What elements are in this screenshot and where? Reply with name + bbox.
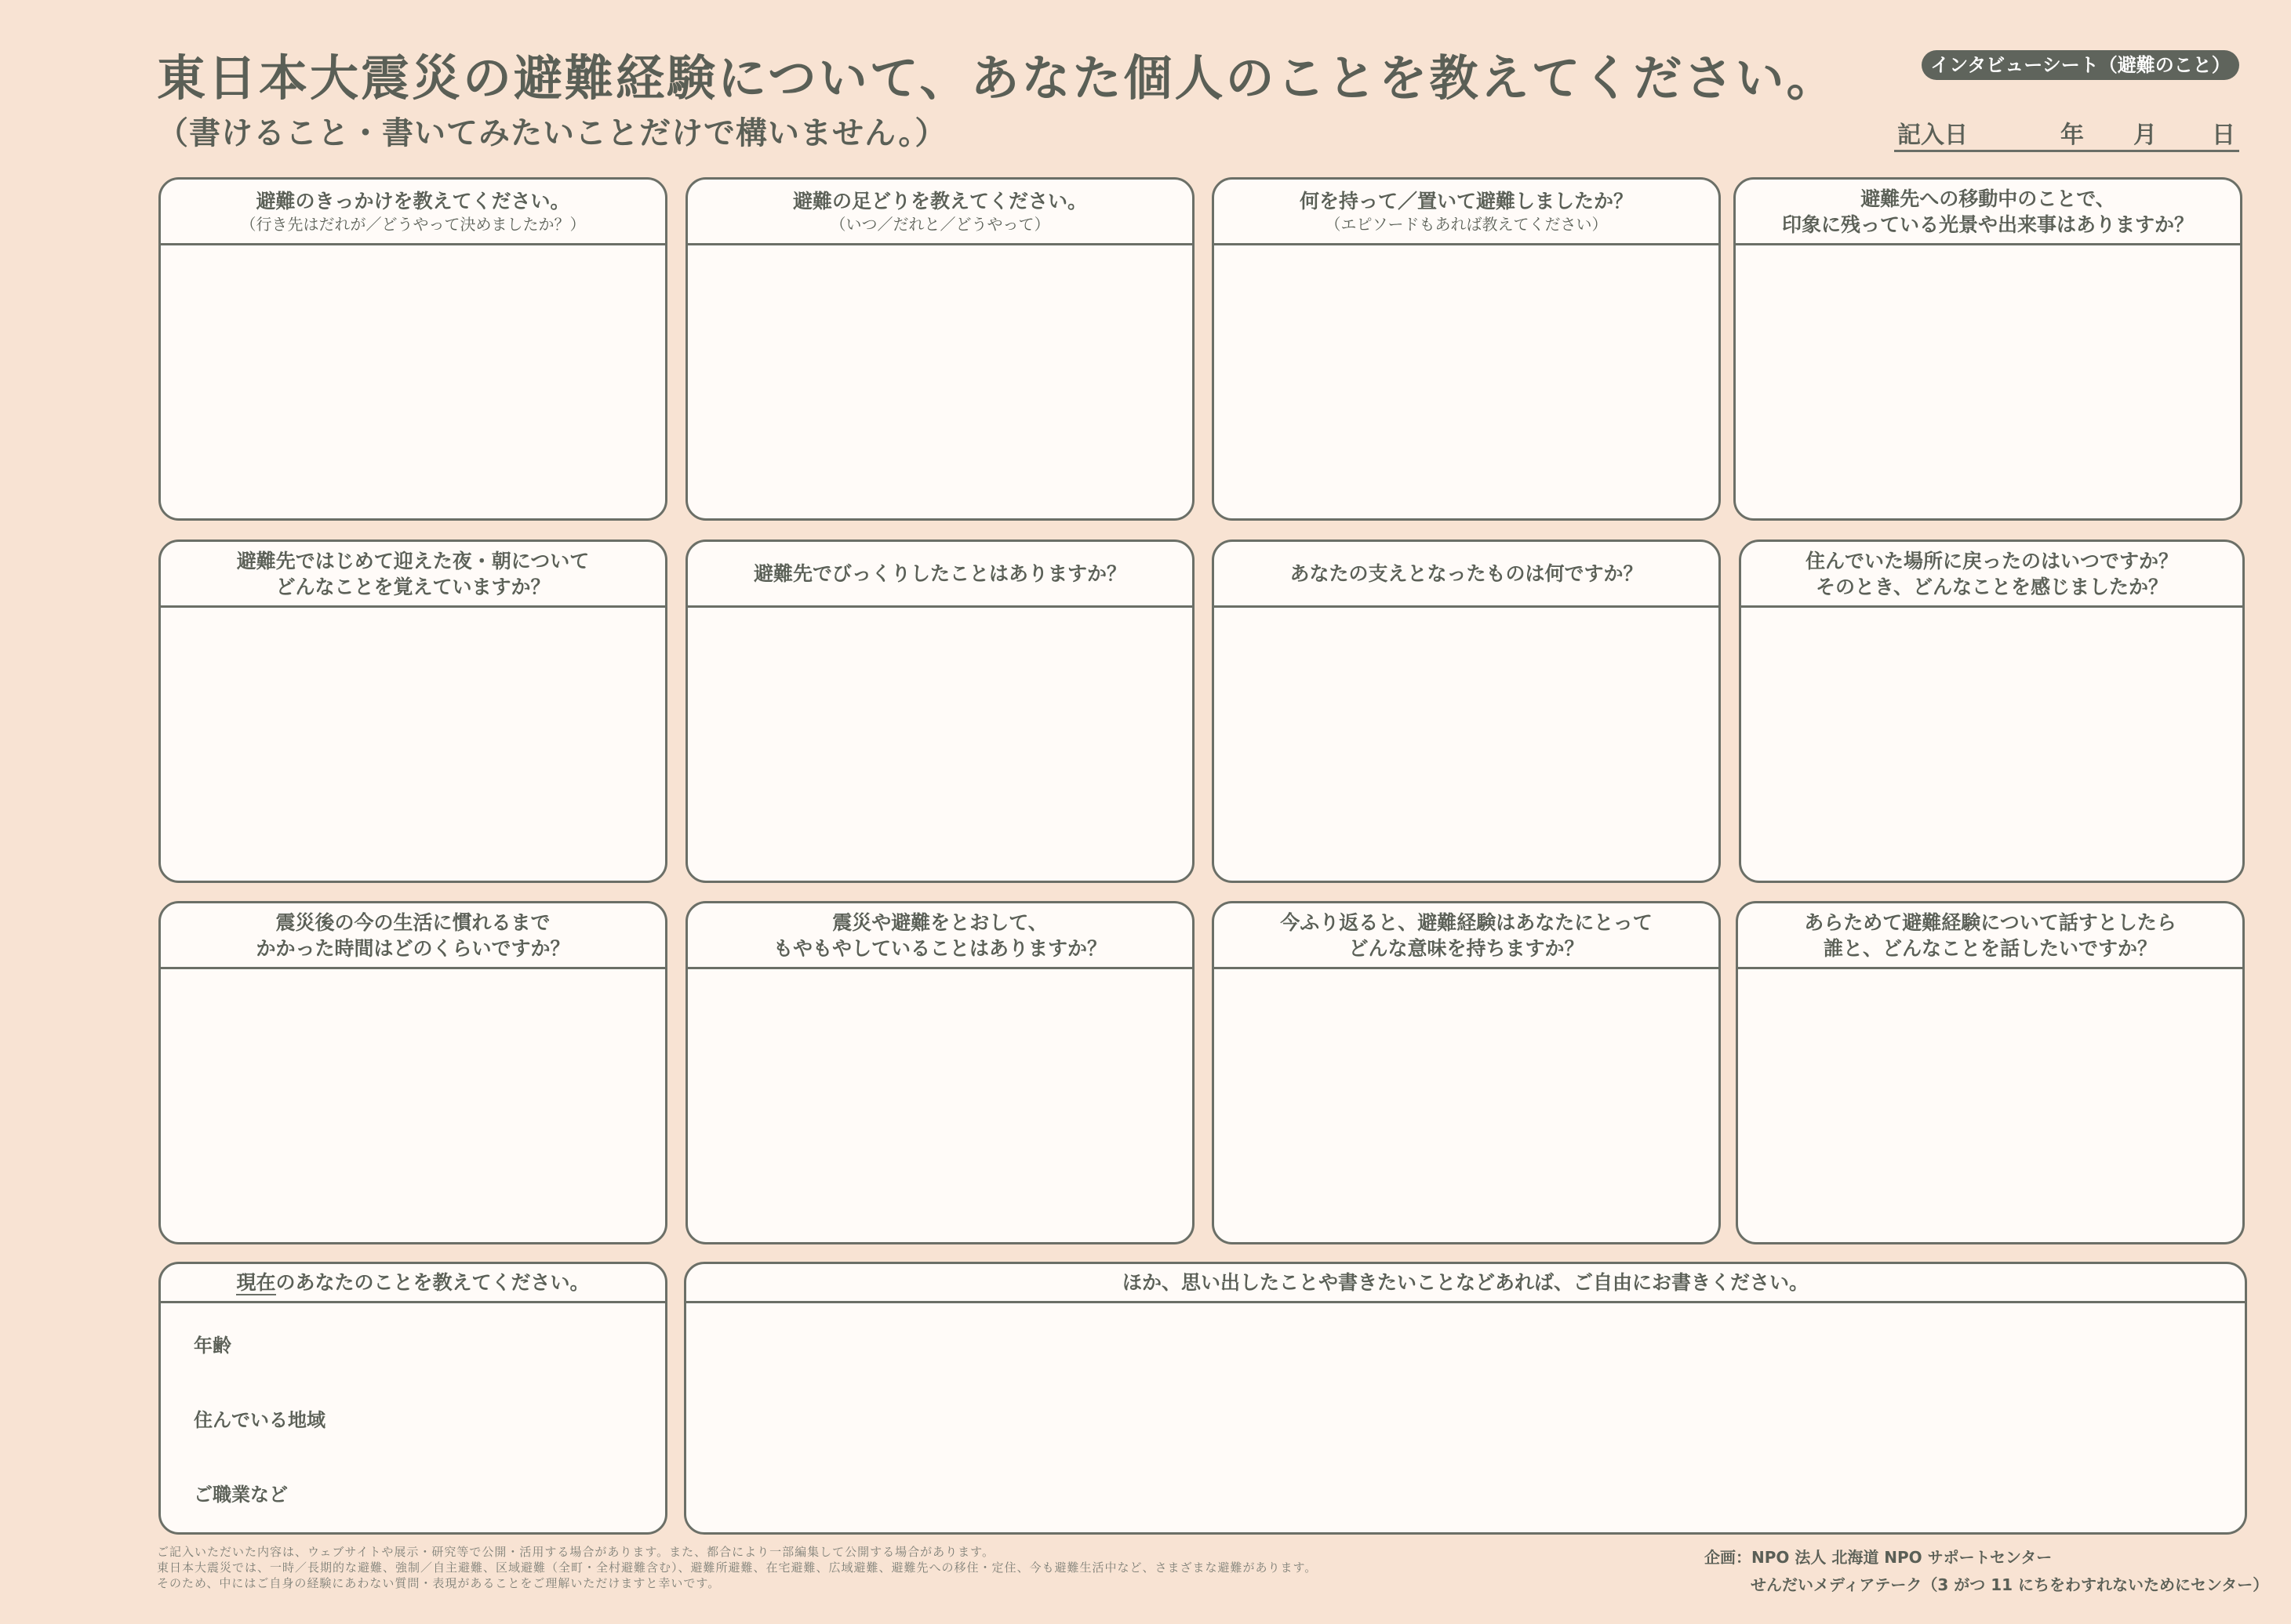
question-header — [1214, 903, 1718, 969]
answer-area[interactable] — [688, 608, 1192, 883]
question-text: 震災後の今の生活に慣れるまで — [275, 910, 551, 934]
area-field[interactable]: 住んでいる地域 — [194, 1409, 325, 1431]
question-text: 何を持って／置いて避難しましたか？ — [1299, 190, 1633, 213]
question-header — [1214, 180, 1718, 245]
question-header — [688, 542, 1192, 608]
question-card-meaning — [1212, 901, 1721, 1244]
page-title: 東日本大震災の避難経験について、あなた個人のことを教えてください。 — [157, 49, 1838, 107]
question-text: 避難の足どりを教えてください。 — [792, 190, 1087, 213]
question-note: （いつ／だれと／どうやって） — [830, 215, 1050, 234]
profile-heading — [236, 1270, 589, 1295]
question-header — [1741, 542, 2242, 608]
answer-area[interactable] — [1214, 608, 1718, 883]
answer-area[interactable] — [1736, 245, 2240, 521]
profile-heading-rest: のあなたのことを教えてください。 — [275, 1271, 590, 1294]
entry-date-field[interactable] — [1894, 114, 2239, 152]
question-card-adjustment — [158, 901, 667, 1244]
free-comment-card — [684, 1262, 2247, 1535]
free-comment-header — [686, 1264, 2245, 1303]
question-text: 震災や避難をとおして、 — [832, 910, 1048, 934]
answer-area[interactable] — [688, 969, 1192, 1244]
question-header — [1738, 903, 2242, 969]
question-text-line2: もやもやしていることはありますか？ — [773, 936, 1107, 960]
question-header — [688, 180, 1192, 245]
question-card-talk — [1736, 901, 2245, 1244]
answer-area[interactable] — [1741, 608, 2242, 883]
year-label: 年 — [2060, 122, 2084, 149]
profile-card — [158, 1262, 667, 1535]
answer-area[interactable] — [1214, 969, 1718, 1244]
question-text-line2: 印象に残っている光景や出来事はありますか？ — [1781, 213, 2194, 236]
question-text: 避難先への移動中のことで、 — [1860, 187, 2115, 210]
date-label: 記入日 — [1897, 122, 1968, 149]
organizer-credit: 企画：NPO 法人 北海道 NPO サポートセンター — [1704, 1548, 2053, 1567]
partner-credit: せんだいメディアテーク（3 がつ 11 にちをわすれないためにセンター） — [1751, 1575, 2269, 1594]
question-card-first-night — [158, 540, 667, 883]
day-label: 日 — [2212, 122, 2235, 149]
free-comment-heading: ほか、思い出したことや書きたいことなどあれば、ご自由にお書きください。 — [1122, 1271, 1809, 1294]
question-text-line2: かかった時間はどのくらいですか？ — [256, 936, 570, 960]
question-note: （エピソードもあれば教えてください） — [1325, 215, 1608, 234]
profile-header — [161, 1264, 665, 1303]
question-card-journey — [1733, 177, 2242, 521]
question-text: あらためて避難経験について話すとしたら — [1804, 910, 2176, 934]
answer-area[interactable] — [1738, 969, 2242, 1244]
question-text: 避難のきっかけを教えてください。 — [256, 190, 570, 213]
question-note: （行き先はだれが／どうやって決めましたか？） — [240, 215, 586, 234]
footer-note-1: ご記入いただいた内容は、ウェブサイトや展示・研究等で公開・活用する場合があります。また、都合により一部編集して公開する場合があります。 — [157, 1545, 995, 1559]
question-card-trigger — [158, 177, 667, 521]
question-card-return — [1739, 540, 2245, 883]
question-header — [1736, 180, 2240, 245]
question-text-line2: そのとき、どんなことを感じましたか？ — [1815, 575, 2168, 598]
question-header — [688, 903, 1192, 969]
question-text: あなたの支えとなったものは何ですか？ — [1289, 562, 1643, 585]
page-subtitle: （書けること・書いてみたいことだけで構いません。） — [157, 115, 947, 151]
answer-area[interactable] — [1214, 245, 1718, 521]
question-text: 今ふり返ると、避難経験はあなたにとって — [1280, 910, 1653, 934]
footer-note-2: 東日本大震災では、一時／長期的な避難、強制／自主避難、区域避難（全町・全村避難含む）、避難所避難、在宅避難、広域避難、避難先への移住・定住、今も避難生活中など、さまざまな避難があります。 — [157, 1560, 1318, 1575]
question-card-support — [1212, 540, 1721, 883]
question-card-surprise — [685, 540, 1195, 883]
question-header — [161, 903, 665, 969]
answer-area[interactable] — [688, 245, 1192, 521]
question-text: 避難先ではじめて迎えた夜・朝について — [236, 549, 590, 572]
question-text-line2: どんな意味を持ちますか？ — [1348, 936, 1584, 960]
free-comment-area[interactable] — [686, 1303, 2245, 1535]
occupation-field[interactable]: ご職業など — [194, 1484, 288, 1506]
question-card-belongings — [1212, 177, 1721, 521]
profile-heading-emphasis: 現在 — [236, 1271, 276, 1294]
answer-area[interactable] — [161, 969, 665, 1244]
question-text: 避難先でびっくりしたことはありますか？ — [753, 562, 1126, 585]
month-label: 月 — [2133, 122, 2157, 149]
answer-area[interactable] — [161, 608, 665, 883]
sheet-type-badge: インタビューシート（避難のこと） — [1922, 50, 2239, 80]
question-text-line2: 誰と、どんなことを話したいですか？ — [1823, 936, 2157, 960]
question-text: 住んでいた場所に戻ったのはいつですか？ — [1805, 549, 2178, 572]
question-header — [161, 180, 665, 245]
question-header — [161, 542, 665, 608]
question-header — [1214, 542, 1718, 608]
answer-area[interactable] — [161, 245, 665, 521]
age-field[interactable]: 年齢 — [194, 1335, 231, 1357]
question-text-line2: どんなことを覚えていますか？ — [275, 575, 551, 598]
question-card-concerns — [685, 901, 1195, 1244]
question-card-route — [685, 177, 1195, 521]
footer-note-3: そのため、中にはご自身の経験にあわない質問・表現があることをご理解いただけますと幸いです。 — [157, 1576, 721, 1590]
